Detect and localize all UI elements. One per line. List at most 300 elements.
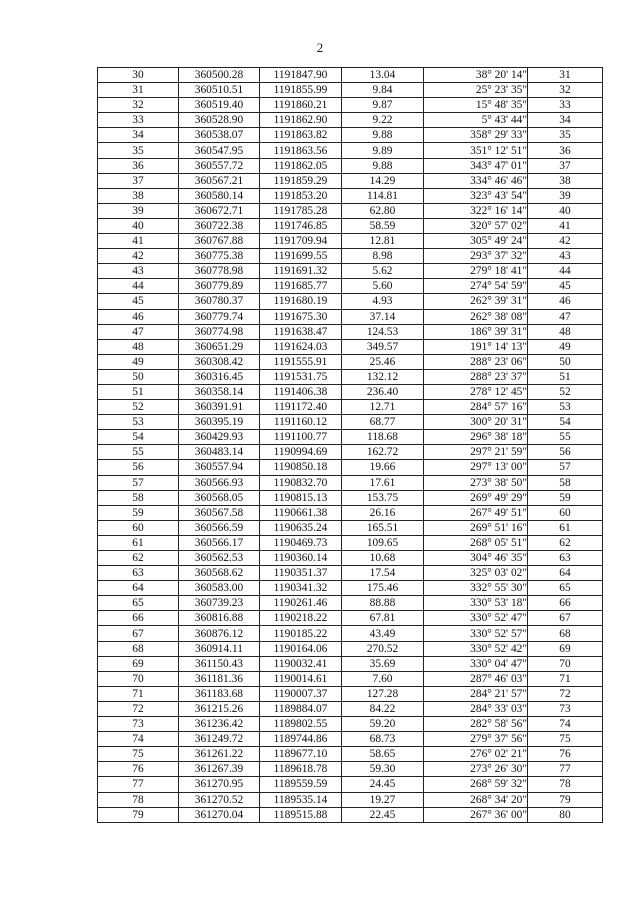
coordinate-y-cell: 1189535.14 <box>260 792 342 807</box>
distance-cell: 35.69 <box>342 656 424 671</box>
next-point-number-cell: 34 <box>528 113 603 128</box>
distance-cell: 12.71 <box>342 400 424 415</box>
coordinate-y-cell: 1191555.91 <box>260 354 342 369</box>
table-row <box>98 384 603 399</box>
bearing-cell: 332° 55' 30" <box>424 581 528 596</box>
coordinate-y-cell: 1190815.13 <box>260 490 342 505</box>
coordinate-x-cell: 360568.62 <box>179 566 260 581</box>
coordinate-y-cell: 1191691.32 <box>260 264 342 279</box>
table-row <box>98 354 603 369</box>
point-number-cell: 50 <box>98 369 179 384</box>
distance-cell: 5.62 <box>342 264 424 279</box>
distance-cell: 10.68 <box>342 551 424 566</box>
next-point-number-cell: 45 <box>528 279 603 294</box>
table-row <box>98 641 603 656</box>
point-number-cell: 49 <box>98 354 179 369</box>
bearing-cell: 268° 34' 20" <box>424 792 528 807</box>
next-point-number-cell: 67 <box>528 611 603 626</box>
point-number-cell: 51 <box>98 384 179 399</box>
coordinate-x-cell: 360774.98 <box>179 324 260 339</box>
coordinate-y-cell: 1189618.78 <box>260 762 342 777</box>
table-row <box>98 671 603 686</box>
bearing-cell: 38° 20' 14" <box>424 68 528 83</box>
coordinate-y-cell: 1190469.73 <box>260 535 342 550</box>
table-row <box>98 551 603 566</box>
coordinate-x-cell: 360568.05 <box>179 490 260 505</box>
table-row <box>98 430 603 445</box>
coordinate-y-cell: 1191862.05 <box>260 158 342 173</box>
coordinate-y-cell: 1191862.90 <box>260 113 342 128</box>
coordinate-y-cell: 1190007.37 <box>260 686 342 701</box>
coordinate-x-cell: 360547.95 <box>179 143 260 158</box>
table-row <box>98 762 603 777</box>
next-point-number-cell: 56 <box>528 445 603 460</box>
bearing-cell: 186° 39' 31" <box>424 324 528 339</box>
point-number-cell: 72 <box>98 701 179 716</box>
coordinate-x-cell: 360483.14 <box>179 445 260 460</box>
next-point-number-cell: 46 <box>528 294 603 309</box>
coordinate-x-cell: 361249.72 <box>179 732 260 747</box>
point-number-cell: 47 <box>98 324 179 339</box>
bearing-cell: 268° 05' 51" <box>424 535 528 550</box>
point-number-cell: 64 <box>98 581 179 596</box>
coordinate-y-cell: 1190014.61 <box>260 671 342 686</box>
coordinate-y-cell: 1190261.46 <box>260 596 342 611</box>
distance-cell: 270.52 <box>342 641 424 656</box>
distance-cell: 127.28 <box>342 686 424 701</box>
point-number-cell: 33 <box>98 113 179 128</box>
next-point-number-cell: 66 <box>528 596 603 611</box>
coordinates-table <box>97 67 603 823</box>
coordinate-y-cell: 1191855.99 <box>260 83 342 98</box>
coordinate-x-cell: 360651.29 <box>179 339 260 354</box>
bearing-cell: 273° 26' 30" <box>424 762 528 777</box>
next-point-number-cell: 53 <box>528 400 603 415</box>
distance-cell: 9.89 <box>342 143 424 158</box>
point-number-cell: 44 <box>98 279 179 294</box>
coordinate-y-cell: 1191100.77 <box>260 430 342 445</box>
table-row <box>98 98 603 113</box>
table-row <box>98 611 603 626</box>
table-row <box>98 792 603 807</box>
table-row <box>98 777 603 792</box>
next-point-number-cell: 77 <box>528 762 603 777</box>
distance-cell: 9.88 <box>342 128 424 143</box>
coordinate-y-cell: 1191863.56 <box>260 143 342 158</box>
table-row <box>98 279 603 294</box>
coordinate-x-cell: 360557.94 <box>179 460 260 475</box>
table-row <box>98 113 603 128</box>
coordinate-y-cell: 1190218.22 <box>260 611 342 626</box>
coordinate-x-cell: 360519.40 <box>179 98 260 113</box>
table-row <box>98 747 603 762</box>
coordinate-x-cell: 360779.89 <box>179 279 260 294</box>
coordinate-y-cell: 1191685.77 <box>260 279 342 294</box>
next-point-number-cell: 76 <box>528 747 603 762</box>
next-point-number-cell: 38 <box>528 173 603 188</box>
next-point-number-cell: 33 <box>528 98 603 113</box>
bearing-cell: 300° 20' 31" <box>424 415 528 430</box>
next-point-number-cell: 48 <box>528 324 603 339</box>
bearing-cell: 278° 12' 45" <box>424 384 528 399</box>
bearing-cell: 282° 58' 56" <box>424 717 528 732</box>
coordinate-y-cell: 1189744.86 <box>260 732 342 747</box>
next-point-number-cell: 79 <box>528 792 603 807</box>
distance-cell: 7.60 <box>342 671 424 686</box>
distance-cell: 19.27 <box>342 792 424 807</box>
coordinate-y-cell: 1190994.69 <box>260 445 342 460</box>
point-number-cell: 41 <box>98 234 179 249</box>
distance-cell: 84.22 <box>342 701 424 716</box>
distance-cell: 13.04 <box>342 68 424 83</box>
bearing-cell: 322° 16' 14" <box>424 203 528 218</box>
table-row <box>98 656 603 671</box>
point-number-cell: 60 <box>98 520 179 535</box>
coordinates-table-body <box>98 68 603 823</box>
bearing-cell: 334° 46' 46" <box>424 173 528 188</box>
distance-cell: 9.87 <box>342 98 424 113</box>
coordinate-y-cell: 1191709.94 <box>260 234 342 249</box>
distance-cell: 62.80 <box>342 203 424 218</box>
coordinate-y-cell: 1191746.85 <box>260 218 342 233</box>
table-row <box>98 581 603 596</box>
point-number-cell: 65 <box>98 596 179 611</box>
coordinate-x-cell: 360780.37 <box>179 294 260 309</box>
bearing-cell: 276° 02' 21" <box>424 747 528 762</box>
point-number-cell: 74 <box>98 732 179 747</box>
table-row <box>98 415 603 430</box>
table-row <box>98 686 603 701</box>
coordinate-x-cell: 360391.91 <box>179 400 260 415</box>
table-row <box>98 717 603 732</box>
table-row <box>98 173 603 188</box>
coordinate-x-cell: 360779.74 <box>179 309 260 324</box>
next-point-number-cell: 42 <box>528 234 603 249</box>
point-number-cell: 45 <box>98 294 179 309</box>
point-number-cell: 58 <box>98 490 179 505</box>
point-number-cell: 55 <box>98 445 179 460</box>
next-point-number-cell: 37 <box>528 158 603 173</box>
next-point-number-cell: 54 <box>528 415 603 430</box>
coordinate-x-cell: 360816.88 <box>179 611 260 626</box>
next-point-number-cell: 35 <box>528 128 603 143</box>
coordinate-x-cell: 360528.90 <box>179 113 260 128</box>
bearing-cell: 297° 13' 00" <box>424 460 528 475</box>
distance-cell: 88.88 <box>342 596 424 611</box>
bearing-cell: 351° 12' 51" <box>424 143 528 158</box>
bearing-cell: 343° 47' 01" <box>424 158 528 173</box>
point-number-cell: 48 <box>98 339 179 354</box>
coordinate-x-cell: 360308.42 <box>179 354 260 369</box>
table-row <box>98 294 603 309</box>
bearing-cell: 288° 23' 06" <box>424 354 528 369</box>
coordinate-x-cell: 360567.21 <box>179 173 260 188</box>
table-row <box>98 701 603 716</box>
distance-cell: 22.45 <box>342 807 424 822</box>
point-number-cell: 78 <box>98 792 179 807</box>
point-number-cell: 66 <box>98 611 179 626</box>
next-point-number-cell: 72 <box>528 686 603 701</box>
coordinate-y-cell: 1191638.47 <box>260 324 342 339</box>
point-number-cell: 73 <box>98 717 179 732</box>
table-row <box>98 460 603 475</box>
coordinate-x-cell: 360778.98 <box>179 264 260 279</box>
bearing-cell: 279° 18' 41" <box>424 264 528 279</box>
bearing-cell: 274° 54' 59" <box>424 279 528 294</box>
coordinate-x-cell: 361261.22 <box>179 747 260 762</box>
table-row <box>98 309 603 324</box>
coordinate-y-cell: 1191853.20 <box>260 188 342 203</box>
next-point-number-cell: 43 <box>528 249 603 264</box>
bearing-cell: 191° 14' 13" <box>424 339 528 354</box>
coordinate-x-cell: 360316.45 <box>179 369 260 384</box>
bearing-cell: 358° 29' 33" <box>424 128 528 143</box>
next-point-number-cell: 73 <box>528 701 603 716</box>
distance-cell: 118.68 <box>342 430 424 445</box>
next-point-number-cell: 57 <box>528 460 603 475</box>
distance-cell: 14.29 <box>342 173 424 188</box>
bearing-cell: 267° 49' 51" <box>424 505 528 520</box>
point-number-cell: 70 <box>98 671 179 686</box>
point-number-cell: 62 <box>98 551 179 566</box>
point-number-cell: 69 <box>98 656 179 671</box>
table-row <box>98 158 603 173</box>
coordinate-y-cell: 1191160.12 <box>260 415 342 430</box>
point-number-cell: 71 <box>98 686 179 701</box>
distance-cell: 17.54 <box>342 566 424 581</box>
table-row <box>98 369 603 384</box>
distance-cell: 132.12 <box>342 369 424 384</box>
table-row <box>98 475 603 490</box>
table-row <box>98 68 603 83</box>
table-row <box>98 535 603 550</box>
table-row <box>98 596 603 611</box>
coordinate-y-cell: 1191531.75 <box>260 369 342 384</box>
next-point-number-cell: 74 <box>528 717 603 732</box>
coordinate-x-cell: 360722.38 <box>179 218 260 233</box>
distance-cell: 109.65 <box>342 535 424 550</box>
distance-cell: 9.22 <box>342 113 424 128</box>
next-point-number-cell: 36 <box>528 143 603 158</box>
point-number-cell: 32 <box>98 98 179 113</box>
next-point-number-cell: 44 <box>528 264 603 279</box>
bearing-cell: 330° 53' 18" <box>424 596 528 611</box>
table-row <box>98 128 603 143</box>
bearing-cell: 304° 46' 35" <box>424 551 528 566</box>
distance-cell: 114.81 <box>342 188 424 203</box>
table-row <box>98 807 603 822</box>
coordinate-x-cell: 360672.71 <box>179 203 260 218</box>
point-number-cell: 42 <box>98 249 179 264</box>
coordinate-y-cell: 1191624.03 <box>260 339 342 354</box>
point-number-cell: 37 <box>98 173 179 188</box>
coordinate-y-cell: 1190032.41 <box>260 656 342 671</box>
coordinate-y-cell: 1190832.70 <box>260 475 342 490</box>
coordinate-x-cell: 360566.17 <box>179 535 260 550</box>
table-row <box>98 234 603 249</box>
bearing-cell: 284° 21' 57" <box>424 686 528 701</box>
distance-cell: 25.46 <box>342 354 424 369</box>
distance-cell: 67.81 <box>342 611 424 626</box>
coordinate-x-cell: 361181.36 <box>179 671 260 686</box>
distance-cell: 59.30 <box>342 762 424 777</box>
next-point-number-cell: 39 <box>528 188 603 203</box>
coordinate-x-cell: 361270.95 <box>179 777 260 792</box>
next-point-number-cell: 50 <box>528 354 603 369</box>
table-row <box>98 83 603 98</box>
bearing-cell: 288° 23' 37" <box>424 369 528 384</box>
distance-cell: 8.98 <box>342 249 424 264</box>
coordinate-y-cell: 1191406.38 <box>260 384 342 399</box>
coordinate-x-cell: 361150.43 <box>179 656 260 671</box>
next-point-number-cell: 40 <box>528 203 603 218</box>
coordinate-y-cell: 1190164.06 <box>260 641 342 656</box>
point-number-cell: 56 <box>98 460 179 475</box>
next-point-number-cell: 60 <box>528 505 603 520</box>
distance-cell: 12.81 <box>342 234 424 249</box>
distance-cell: 9.88 <box>342 158 424 173</box>
coordinate-x-cell: 360538.07 <box>179 128 260 143</box>
coordinate-x-cell: 360876.12 <box>179 626 260 641</box>
distance-cell: 37.14 <box>342 309 424 324</box>
next-point-number-cell: 49 <box>528 339 603 354</box>
table-row <box>98 566 603 581</box>
coordinate-y-cell: 1189884.07 <box>260 701 342 716</box>
bearing-cell: 268° 59' 32" <box>424 777 528 792</box>
distance-cell: 162.72 <box>342 445 424 460</box>
next-point-number-cell: 58 <box>528 475 603 490</box>
next-point-number-cell: 75 <box>528 732 603 747</box>
point-number-cell: 67 <box>98 626 179 641</box>
point-number-cell: 40 <box>98 218 179 233</box>
bearing-cell: 305° 49' 24" <box>424 234 528 249</box>
next-point-number-cell: 55 <box>528 430 603 445</box>
point-number-cell: 31 <box>98 83 179 98</box>
bearing-cell: 269° 51' 16" <box>424 520 528 535</box>
point-number-cell: 43 <box>98 264 179 279</box>
coordinate-x-cell: 360767.88 <box>179 234 260 249</box>
bearing-cell: 325° 03' 02" <box>424 566 528 581</box>
next-point-number-cell: 68 <box>528 626 603 641</box>
distance-cell: 43.49 <box>342 626 424 641</box>
point-number-cell: 52 <box>98 400 179 415</box>
next-point-number-cell: 62 <box>528 535 603 550</box>
distance-cell: 24.45 <box>342 777 424 792</box>
next-point-number-cell: 47 <box>528 309 603 324</box>
next-point-number-cell: 63 <box>528 551 603 566</box>
bearing-cell: 330° 52' 57" <box>424 626 528 641</box>
next-point-number-cell: 71 <box>528 671 603 686</box>
point-number-cell: 68 <box>98 641 179 656</box>
table-row <box>98 188 603 203</box>
coordinate-x-cell: 360562.53 <box>179 551 260 566</box>
bearing-cell: 267° 36' 00" <box>424 807 528 822</box>
coordinate-x-cell: 360580.14 <box>179 188 260 203</box>
coordinate-x-cell: 361270.04 <box>179 807 260 822</box>
point-number-cell: 75 <box>98 747 179 762</box>
next-point-number-cell: 80 <box>528 807 603 822</box>
distance-cell: 68.73 <box>342 732 424 747</box>
table-row <box>98 339 603 354</box>
distance-cell: 349.57 <box>342 339 424 354</box>
coordinate-y-cell: 1191860.21 <box>260 98 342 113</box>
coordinate-y-cell: 1190850.18 <box>260 460 342 475</box>
point-number-cell: 53 <box>98 415 179 430</box>
distance-cell: 26.16 <box>342 505 424 520</box>
coordinate-y-cell: 1191680.19 <box>260 294 342 309</box>
next-point-number-cell: 41 <box>528 218 603 233</box>
distance-cell: 59.20 <box>342 717 424 732</box>
point-number-cell: 77 <box>98 777 179 792</box>
bearing-cell: 293° 37' 32" <box>424 249 528 264</box>
table-row <box>98 249 603 264</box>
next-point-number-cell: 78 <box>528 777 603 792</box>
distance-cell: 236.40 <box>342 384 424 399</box>
table-row <box>98 732 603 747</box>
next-point-number-cell: 65 <box>528 581 603 596</box>
next-point-number-cell: 32 <box>528 83 603 98</box>
table-row <box>98 218 603 233</box>
point-number-cell: 34 <box>98 128 179 143</box>
table-row <box>98 264 603 279</box>
bearing-cell: 330° 52' 42" <box>424 641 528 656</box>
coordinate-y-cell: 1191699.55 <box>260 249 342 264</box>
table-row <box>98 324 603 339</box>
coordinate-y-cell: 1190661.38 <box>260 505 342 520</box>
coordinate-y-cell: 1191675.30 <box>260 309 342 324</box>
coordinate-x-cell: 361270.52 <box>179 792 260 807</box>
bearing-cell: 287° 46' 03" <box>424 671 528 686</box>
coordinate-y-cell: 1189515.88 <box>260 807 342 822</box>
table-row <box>98 626 603 641</box>
distance-cell: 5.60 <box>342 279 424 294</box>
coordinate-x-cell: 360395.19 <box>179 415 260 430</box>
coordinate-x-cell: 360739.23 <box>179 596 260 611</box>
coordinate-y-cell: 1190635.24 <box>260 520 342 535</box>
point-number-cell: 30 <box>98 68 179 83</box>
distance-cell: 58.59 <box>342 218 424 233</box>
bearing-cell: 297° 21' 59" <box>424 445 528 460</box>
bearing-cell: 320° 57' 02" <box>424 218 528 233</box>
bearing-cell: 284° 57' 16" <box>424 400 528 415</box>
point-number-cell: 38 <box>98 188 179 203</box>
bearing-cell: 15° 48' 35" <box>424 98 528 113</box>
bearing-cell: 323° 43' 54" <box>424 188 528 203</box>
point-number-cell: 61 <box>98 535 179 550</box>
next-point-number-cell: 70 <box>528 656 603 671</box>
coordinate-x-cell: 361215.26 <box>179 701 260 716</box>
coordinate-y-cell: 1190185.22 <box>260 626 342 641</box>
point-number-cell: 79 <box>98 807 179 822</box>
coordinate-x-cell: 361183.68 <box>179 686 260 701</box>
distance-cell: 175.46 <box>342 581 424 596</box>
coordinate-y-cell: 1191785.28 <box>260 203 342 218</box>
next-point-number-cell: 61 <box>528 520 603 535</box>
table-row <box>98 520 603 535</box>
coordinate-x-cell: 361236.42 <box>179 717 260 732</box>
distance-cell: 124.53 <box>342 324 424 339</box>
coordinate-x-cell: 361267.39 <box>179 762 260 777</box>
table-row <box>98 143 603 158</box>
distance-cell: 153.75 <box>342 490 424 505</box>
table-row <box>98 445 603 460</box>
coordinate-y-cell: 1189559.59 <box>260 777 342 792</box>
point-number-cell: 63 <box>98 566 179 581</box>
coordinate-y-cell: 1189802.55 <box>260 717 342 732</box>
coordinate-y-cell: 1191859.29 <box>260 173 342 188</box>
next-point-number-cell: 69 <box>528 641 603 656</box>
point-number-cell: 76 <box>98 762 179 777</box>
